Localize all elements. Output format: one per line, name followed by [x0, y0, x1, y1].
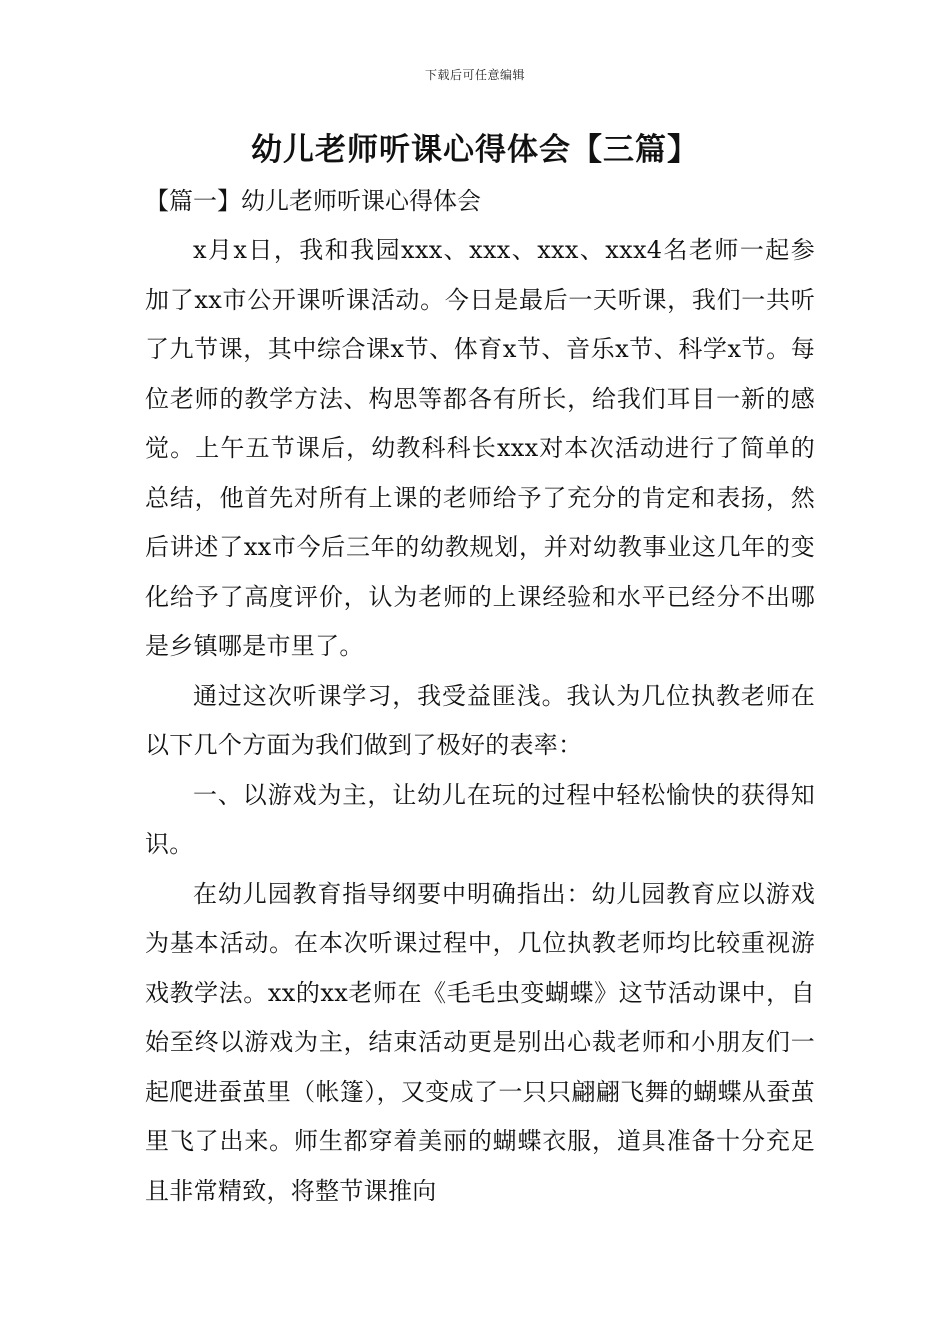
paragraph: 一、以游戏为主，让幼儿在玩的过程中轻松愉快的获得知识。 — [145, 780, 815, 858]
document-body — [145, 226, 815, 1216]
paragraph: 在幼儿园教育指导纲要中明确指出：幼儿园教育应以游戏为基本活动。在本次听课过程中，几位执教老师均比较重视游戏教学法。xx的xx老师在《毛毛虫变蝴蝶》这节活动课中，自始至终以游戏为主，结束活动更是别出心裁老师和小朋友们一起爬进蚕茧里（帐篷），又变成了一只只翩翩飞舞的蝴蝶从蚕茧里飞了出来。师生都穿着美丽的蝴蝶衣服，道具准备十分充足且非常精致，将整节课推向 — [145, 879, 815, 1205]
paragraph: x月x日，我和我园xxx、xxx、xxx、xxx4名老师一起参加了xx市公开课听课活动。今日是最后一天听课，我们一共听了九节课，其中综合课x节、体育x节、音乐x节、科学x节。每位老师的教学方法、构思等都各有所长，给我们耳目一新的感觉。上午五节课后，幼教科科长xxx对本次活动进行了简单的总结，他首先对所有上课的老师给予了充分的肯定和表扬，然后讲述了xx市今后三年的幼教规划，并对幼教事业这几年的变化给予了高度评价，认为老师的上课经验和水平已经分不出哪是乡镇哪是市里了。 — [145, 236, 815, 660]
section-heading: 【篇一】幼儿老师听课心得体会 — [145, 187, 481, 215]
header-note: 下载后可任意编辑 — [424, 68, 525, 82]
paragraph: 通过这次听课学习，我受益匪浅。我认为几位执教老师在以下几个方面为我们做到了极好的表率： — [145, 681, 815, 759]
document-title: 幼儿老师听课心得体会【三篇】 — [251, 132, 699, 168]
